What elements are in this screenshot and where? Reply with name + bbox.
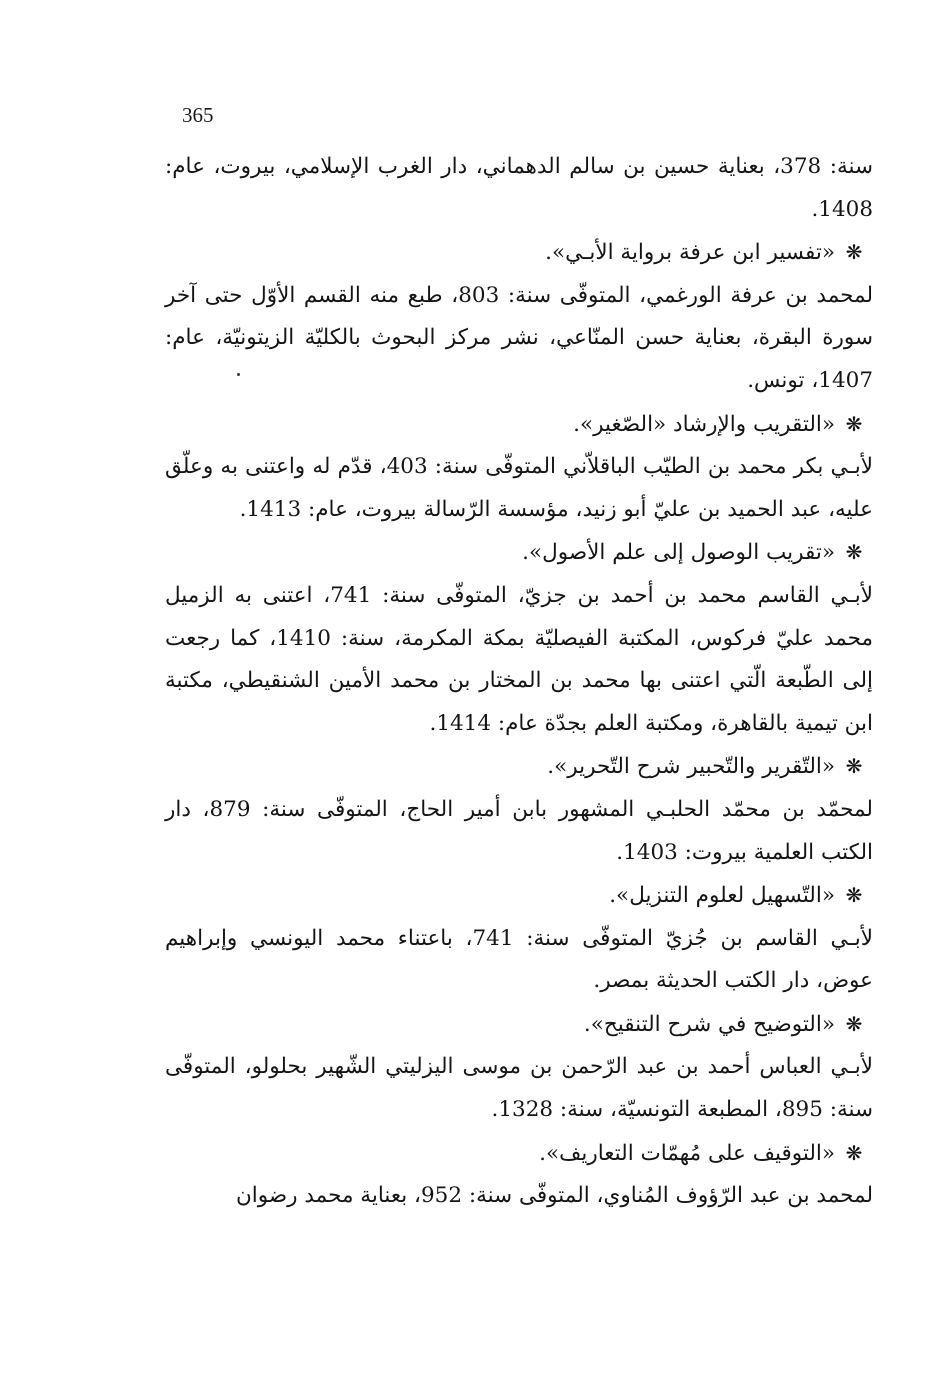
entry-title-line — [165, 531, 873, 575]
bibliography-entry — [165, 403, 873, 532]
asterisk-bullet-icon: ❋ — [845, 1140, 863, 1165]
bibliography-entry — [165, 531, 873, 745]
entry-title-line — [165, 874, 873, 918]
entry-body: لمحمّد بن محمّد الحلبـي المشهور بابن أمير الحاج، المتوفّى سنة: 879، دار الكتب العلمية بيروت: 1403. — [165, 796, 873, 865]
continuation-text: سنة: 378، بعناية حسين بن سالم الدهماني، دار الغرب الإسلامي، بيروت، عام: 1408. — [165, 154, 873, 222]
entry-title: «التوقيف على مُهمّات التعاريف». — [539, 1140, 835, 1166]
entry-body: لأبـي القاسم بن جُزيّ المتوفّى سنة: 741، باعتناء محمد اليونسي وإبراهيم عوض، دار الكتب الحديثة بمصر. — [165, 925, 873, 994]
entry-title: «التقريب والإرشاد «الصّغير». — [573, 411, 835, 437]
entry-title-line — [165, 1132, 873, 1176]
bibliography-entry — [165, 1003, 873, 1132]
asterisk-bullet-icon: ❋ — [845, 411, 863, 436]
bibliography-entry — [165, 231, 873, 402]
asterisk-bullet-icon: ❋ — [845, 883, 863, 908]
entry-title: «التّقرير والتّحبير شرح التّحرير». — [547, 754, 835, 780]
entry-title: «تقريب الوصول إلى علم الأصول». — [522, 540, 835, 566]
entry-title: «التّسهيل لعلوم التنزيل». — [609, 883, 835, 909]
entry-title-line — [165, 745, 873, 789]
asterisk-bullet-icon: ❋ — [845, 540, 863, 565]
entry-title-line — [165, 403, 873, 447]
bibliography-entry — [165, 874, 873, 1003]
bibliography-entry — [165, 1132, 873, 1218]
entry-body: لمحمد بن عرفة الورغمي، المتوفّى سنة: 803، طبع منه القسم الأوّل حتى آخر سورة البقرة، بعناية حسن المنّاعي، نشر مركز البحوث بالكليّة الزيتونيّة، عام: 1407، تونس. — [165, 282, 873, 393]
entry-title-line — [165, 1003, 873, 1047]
asterisk-bullet-icon: ❋ — [845, 754, 863, 779]
entry-body: لمحمد بن عبد الرّؤوف المُناوي، المتوفّى سنة: 952، بعناية محمد رضوان — [236, 1183, 873, 1209]
entry-body: لأبـي العباس أحمد بن عبد الرّحمن بن موسى اليزليتي الشّهير بحلولو، المتوفّى سنة: 895، المطبعة التونسيّة، سنة: 1328. — [165, 1054, 873, 1123]
asterisk-bullet-icon: ❋ — [845, 1011, 863, 1036]
bibliography-entry — [165, 745, 873, 874]
entry-body: لأبـي القاسم محمد بن أحمد بن جزيّ، المتوفّى سنة: 741، اعتنى به الزميل محمد عليّ فركوس، المكتبة الفيصليّة بمكة المكرمة، سنة: 1410، كما رجعت إلى الطّبعة الّتي اعتنى بها محمد بن المختار بن محمد الأمين الشنقيطي، مكتبة ابن تيمية بالقاهرة، ومكتبة العلم بجدّة عام: 1414. — [165, 582, 873, 736]
bibliography-text — [165, 146, 873, 1218]
asterisk-bullet-icon: ❋ — [845, 240, 863, 265]
entry-title-line — [165, 231, 873, 275]
page-number: 365 — [182, 103, 214, 127]
entry-body: لأبـي بكر محمد بن الطيّب الباقلاّني المتوفّى سنة: 403، قدّم له واعتنى به وعلّق عليه، عبد الحميد بن عليّ أبو زنيد، مؤسسة الرّسالة بيروت، عام: 1413. — [165, 454, 873, 522]
entry-title: «تفسير ابن عرفة برواية الأبـي». — [545, 240, 835, 266]
entry-title: «التوضيح في شرح التنقيح». — [583, 1011, 835, 1037]
